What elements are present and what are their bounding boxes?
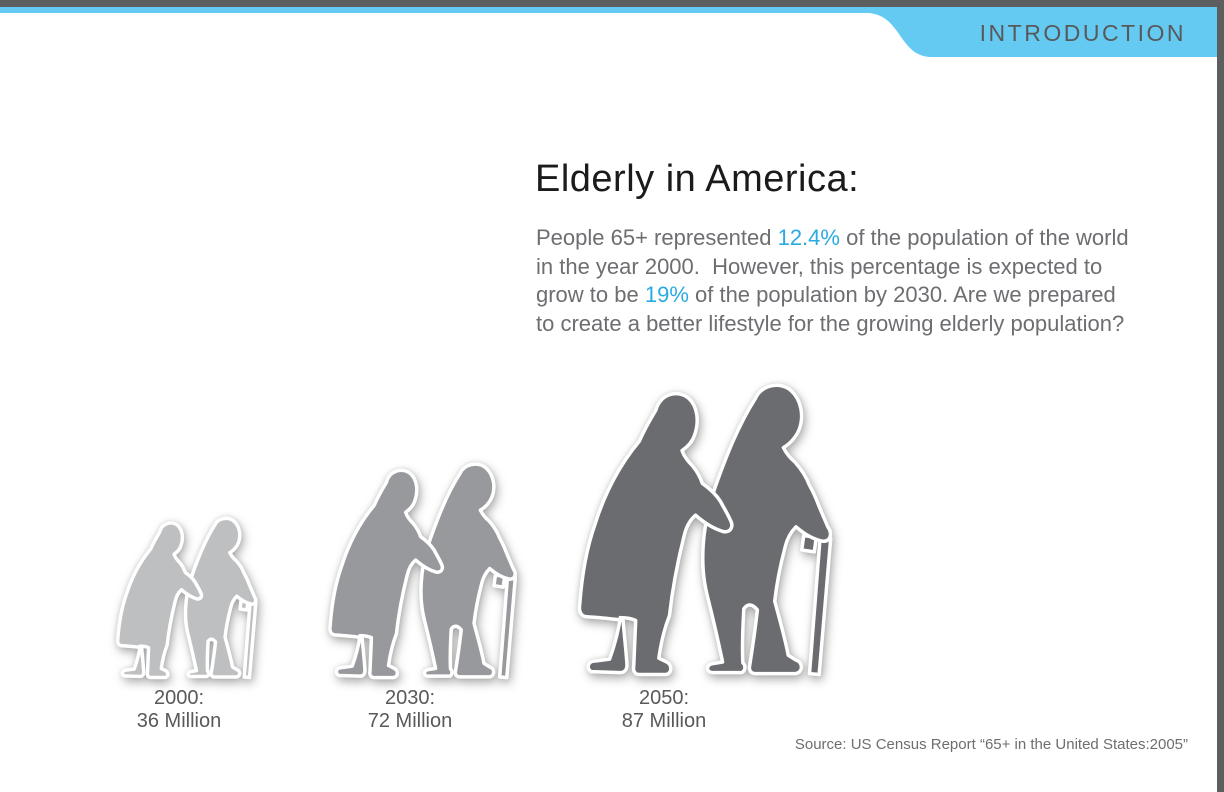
intro-tab-label: INTRODUCTION xyxy=(979,20,1186,46)
value-label-2050: 87 Million xyxy=(621,710,707,732)
figure-label-2030 xyxy=(300,687,520,733)
figure-label-2050 xyxy=(554,687,774,733)
top-border xyxy=(0,0,1224,7)
pictogram-2050 xyxy=(566,381,856,690)
source-citation: Source: US Census Report “65+ in the United States:2005” xyxy=(794,736,1188,753)
pictogram-2030 xyxy=(320,461,534,689)
paragraph-text-2: of the population of the world in the year 2000. However, this percentage is expected to grow to be xyxy=(536,225,1135,307)
paragraph-text-3: of the population by 2030. Are we prepared to create a better lifestyle for the growing elderly population? xyxy=(536,282,1125,336)
pictogram-2000 xyxy=(110,516,270,686)
year-label-2050: 2050: xyxy=(638,687,690,709)
value-label-2000: 36 Million xyxy=(136,710,222,732)
page-title: Elderly in America: xyxy=(535,158,860,200)
stat-12-4-percent: 12.4% xyxy=(777,225,840,250)
value-label-2030: 72 Million xyxy=(367,710,453,732)
intro-paragraph xyxy=(536,224,1136,338)
right-border xyxy=(1217,0,1224,792)
year-label-2030: 2030: xyxy=(384,687,436,709)
stat-19-percent: 19% xyxy=(644,282,689,307)
paragraph-text-1: People 65+ represented xyxy=(536,225,778,250)
figure-label-2000 xyxy=(69,687,289,733)
year-label-2000: 2000: xyxy=(153,687,205,709)
